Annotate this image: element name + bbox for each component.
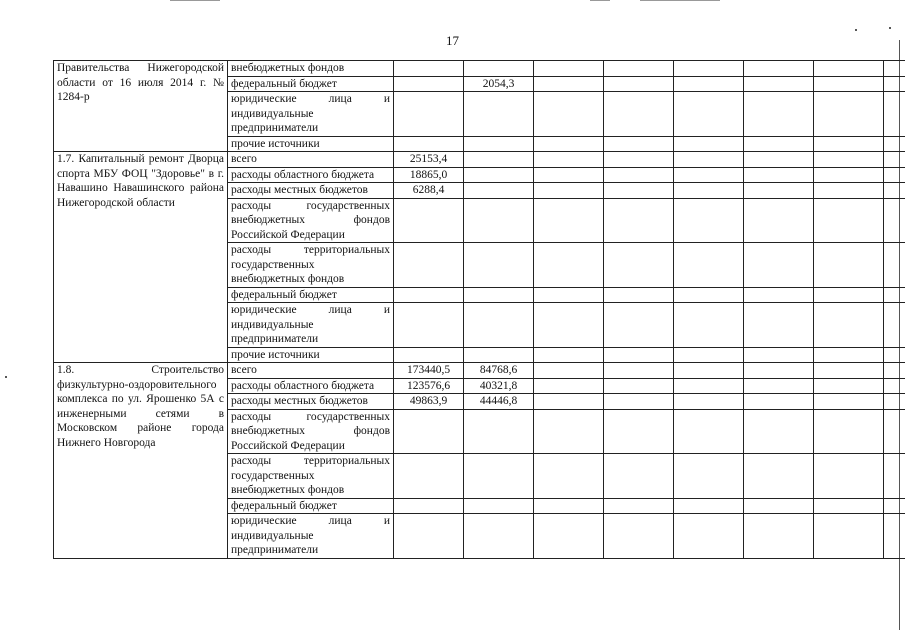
value-cell [464, 243, 534, 288]
empty-cell [604, 378, 674, 394]
value-cell: 84768,6 [464, 363, 534, 379]
funding-source-cell: внебюджетных фондов [228, 61, 394, 77]
empty-cell [814, 198, 884, 243]
empty-cell [674, 76, 744, 92]
empty-cell [674, 303, 744, 348]
measure-name-cell: Правительства Нижегородской области от 16 июля 2014 г. № 1284-р [54, 61, 228, 152]
funding-source-cell: юридические лица и индивидуальные предприниматели [228, 303, 394, 348]
empty-cell [674, 167, 744, 183]
empty-cell [884, 92, 905, 137]
value-cell [464, 514, 534, 559]
funding-source-cell: федеральный бюджет [228, 287, 394, 303]
empty-cell [814, 514, 884, 559]
value-cell [464, 287, 534, 303]
empty-cell [534, 167, 604, 183]
empty-cell [814, 378, 884, 394]
value-cell [394, 136, 464, 152]
empty-cell [744, 76, 814, 92]
empty-cell [534, 287, 604, 303]
empty-cell [884, 136, 905, 152]
empty-cell [604, 243, 674, 288]
empty-cell [674, 347, 744, 363]
value-cell [464, 454, 534, 499]
empty-cell [744, 61, 814, 77]
table-row [54, 152, 905, 168]
empty-cell [744, 454, 814, 499]
empty-cell [534, 409, 604, 454]
funding-source-cell: прочие источники [228, 136, 394, 152]
empty-cell [534, 303, 604, 348]
empty-cell [884, 514, 905, 559]
value-cell [394, 198, 464, 243]
empty-cell [884, 243, 905, 288]
value-cell [394, 347, 464, 363]
empty-cell [604, 394, 674, 410]
funding-source-cell: расходы государственных внебюджетных фондов Российской Федерации [228, 198, 394, 243]
value-cell [394, 243, 464, 288]
value-cell [394, 76, 464, 92]
empty-cell [884, 152, 905, 168]
empty-cell [534, 92, 604, 137]
empty-cell [674, 92, 744, 137]
empty-cell [604, 363, 674, 379]
value-cell: 123576,6 [394, 378, 464, 394]
value-cell [394, 61, 464, 77]
scan-artifact-line [640, 0, 720, 1]
empty-cell [534, 454, 604, 499]
funding-source-cell: расходы областного бюджета [228, 167, 394, 183]
value-cell: 173440,5 [394, 363, 464, 379]
empty-cell [884, 167, 905, 183]
value-cell: 25153,4 [394, 152, 464, 168]
empty-cell [814, 287, 884, 303]
funding-source-cell: расходы территориальных государственных внебюджетных фондов [228, 243, 394, 288]
empty-cell [604, 61, 674, 77]
empty-cell [814, 243, 884, 288]
empty-cell [814, 152, 884, 168]
value-cell [394, 92, 464, 137]
funding-source-cell: расходы областного бюджета [228, 378, 394, 394]
value-cell [464, 152, 534, 168]
empty-cell [884, 183, 905, 199]
empty-cell [534, 394, 604, 410]
empty-cell [814, 363, 884, 379]
value-cell: 44446,8 [464, 394, 534, 410]
empty-cell [814, 136, 884, 152]
empty-cell [884, 61, 905, 77]
value-cell [464, 92, 534, 137]
funding-source-cell: расходы местных бюджетов [228, 183, 394, 199]
empty-cell [534, 243, 604, 288]
value-cell [464, 303, 534, 348]
empty-cell [604, 409, 674, 454]
measure-name-cell: 1.7. Капитальный ремонт Дворца спорта МБУ ФОЦ "Здоровье" в г. Навашино Навашинского района Нижегородской области [54, 152, 228, 363]
value-cell [464, 136, 534, 152]
value-cell [394, 498, 464, 514]
empty-cell [884, 454, 905, 499]
empty-cell [814, 454, 884, 499]
empty-cell [604, 303, 674, 348]
empty-cell [674, 498, 744, 514]
scan-artifact-dot [855, 29, 857, 31]
table-row [54, 61, 905, 77]
value-cell [464, 167, 534, 183]
empty-cell [674, 136, 744, 152]
value-cell: 49863,9 [394, 394, 464, 410]
empty-cell [534, 498, 604, 514]
empty-cell [814, 92, 884, 137]
value-cell [464, 409, 534, 454]
value-cell [464, 198, 534, 243]
empty-cell [604, 287, 674, 303]
empty-cell [744, 498, 814, 514]
empty-cell [884, 198, 905, 243]
empty-cell [674, 198, 744, 243]
empty-cell [674, 183, 744, 199]
empty-cell [674, 363, 744, 379]
empty-cell [674, 394, 744, 410]
page-number: 17 [446, 33, 459, 48]
empty-cell [884, 498, 905, 514]
empty-cell [534, 76, 604, 92]
table-body [54, 61, 905, 559]
empty-cell [674, 287, 744, 303]
empty-cell [534, 136, 604, 152]
empty-cell [674, 243, 744, 288]
scan-artifact-dot [5, 376, 7, 378]
empty-cell [814, 347, 884, 363]
empty-cell [744, 303, 814, 348]
value-cell [394, 409, 464, 454]
empty-cell [884, 363, 905, 379]
empty-cell [604, 347, 674, 363]
funding-source-cell: федеральный бюджет [228, 498, 394, 514]
scan-artifact-line [590, 0, 610, 1]
empty-cell [604, 136, 674, 152]
empty-cell [814, 409, 884, 454]
empty-cell [744, 363, 814, 379]
empty-cell [744, 198, 814, 243]
value-cell: 2054,3 [464, 76, 534, 92]
empty-cell [534, 514, 604, 559]
empty-cell [814, 303, 884, 348]
empty-cell [534, 347, 604, 363]
value-cell [394, 287, 464, 303]
empty-cell [534, 183, 604, 199]
measure-name-cell: 1.8. Строительство физкультурно-оздоровительного комплекса по ул. Ярошенко 5А с инженерными сетями в Московском районе города Нижнего Новгорода [54, 363, 228, 559]
funding-source-cell: юридические лица и индивидуальные предприниматели [228, 514, 394, 559]
empty-cell [534, 152, 604, 168]
scan-artifact-line [170, 0, 220, 1]
funding-source-cell: расходы государственных внебюджетных фондов Российской Федерации [228, 409, 394, 454]
empty-cell [604, 167, 674, 183]
empty-cell [534, 363, 604, 379]
empty-cell [884, 303, 905, 348]
empty-cell [814, 498, 884, 514]
scan-artifact-dot [889, 27, 891, 29]
value-cell: 18865,0 [394, 167, 464, 183]
empty-cell [674, 514, 744, 559]
empty-cell [744, 243, 814, 288]
value-cell [464, 347, 534, 363]
empty-cell [604, 76, 674, 92]
funding-source-cell: федеральный бюджет [228, 76, 394, 92]
value-cell: 6288,4 [394, 183, 464, 199]
empty-cell [884, 394, 905, 410]
empty-cell [744, 287, 814, 303]
funding-source-cell: юридические лица и индивидуальные предприниматели [228, 92, 394, 137]
empty-cell [674, 454, 744, 499]
empty-cell [884, 287, 905, 303]
empty-cell [604, 514, 674, 559]
empty-cell [744, 92, 814, 137]
empty-cell [604, 152, 674, 168]
empty-cell [604, 498, 674, 514]
empty-cell [744, 394, 814, 410]
value-cell [394, 454, 464, 499]
empty-cell [674, 61, 744, 77]
empty-cell [744, 378, 814, 394]
value-cell [394, 303, 464, 348]
empty-cell [814, 76, 884, 92]
empty-cell [604, 92, 674, 137]
empty-cell [744, 167, 814, 183]
empty-cell [744, 183, 814, 199]
empty-cell [744, 136, 814, 152]
empty-cell [744, 152, 814, 168]
funding-source-cell: расходы местных бюджетов [228, 394, 394, 410]
empty-cell [534, 378, 604, 394]
empty-cell [884, 76, 905, 92]
empty-cell [674, 152, 744, 168]
empty-cell [814, 183, 884, 199]
empty-cell [814, 394, 884, 410]
table-row [54, 363, 905, 379]
funding-source-cell: всего [228, 363, 394, 379]
empty-cell [884, 409, 905, 454]
empty-cell [604, 454, 674, 499]
value-cell [464, 183, 534, 199]
funding-table [53, 60, 905, 559]
empty-cell [674, 409, 744, 454]
empty-cell [814, 167, 884, 183]
empty-cell [534, 61, 604, 77]
empty-cell [884, 378, 905, 394]
empty-cell [744, 409, 814, 454]
empty-cell [604, 198, 674, 243]
empty-cell [814, 61, 884, 77]
empty-cell [884, 347, 905, 363]
empty-cell [534, 198, 604, 243]
funding-source-cell: прочие источники [228, 347, 394, 363]
value-cell [464, 61, 534, 77]
value-cell: 40321,8 [464, 378, 534, 394]
funding-source-cell: расходы территориальных государственных внебюджетных фондов [228, 454, 394, 499]
empty-cell [674, 378, 744, 394]
value-cell [394, 514, 464, 559]
funding-source-cell: всего [228, 152, 394, 168]
value-cell [464, 498, 534, 514]
empty-cell [744, 514, 814, 559]
empty-cell [604, 183, 674, 199]
empty-cell [744, 347, 814, 363]
